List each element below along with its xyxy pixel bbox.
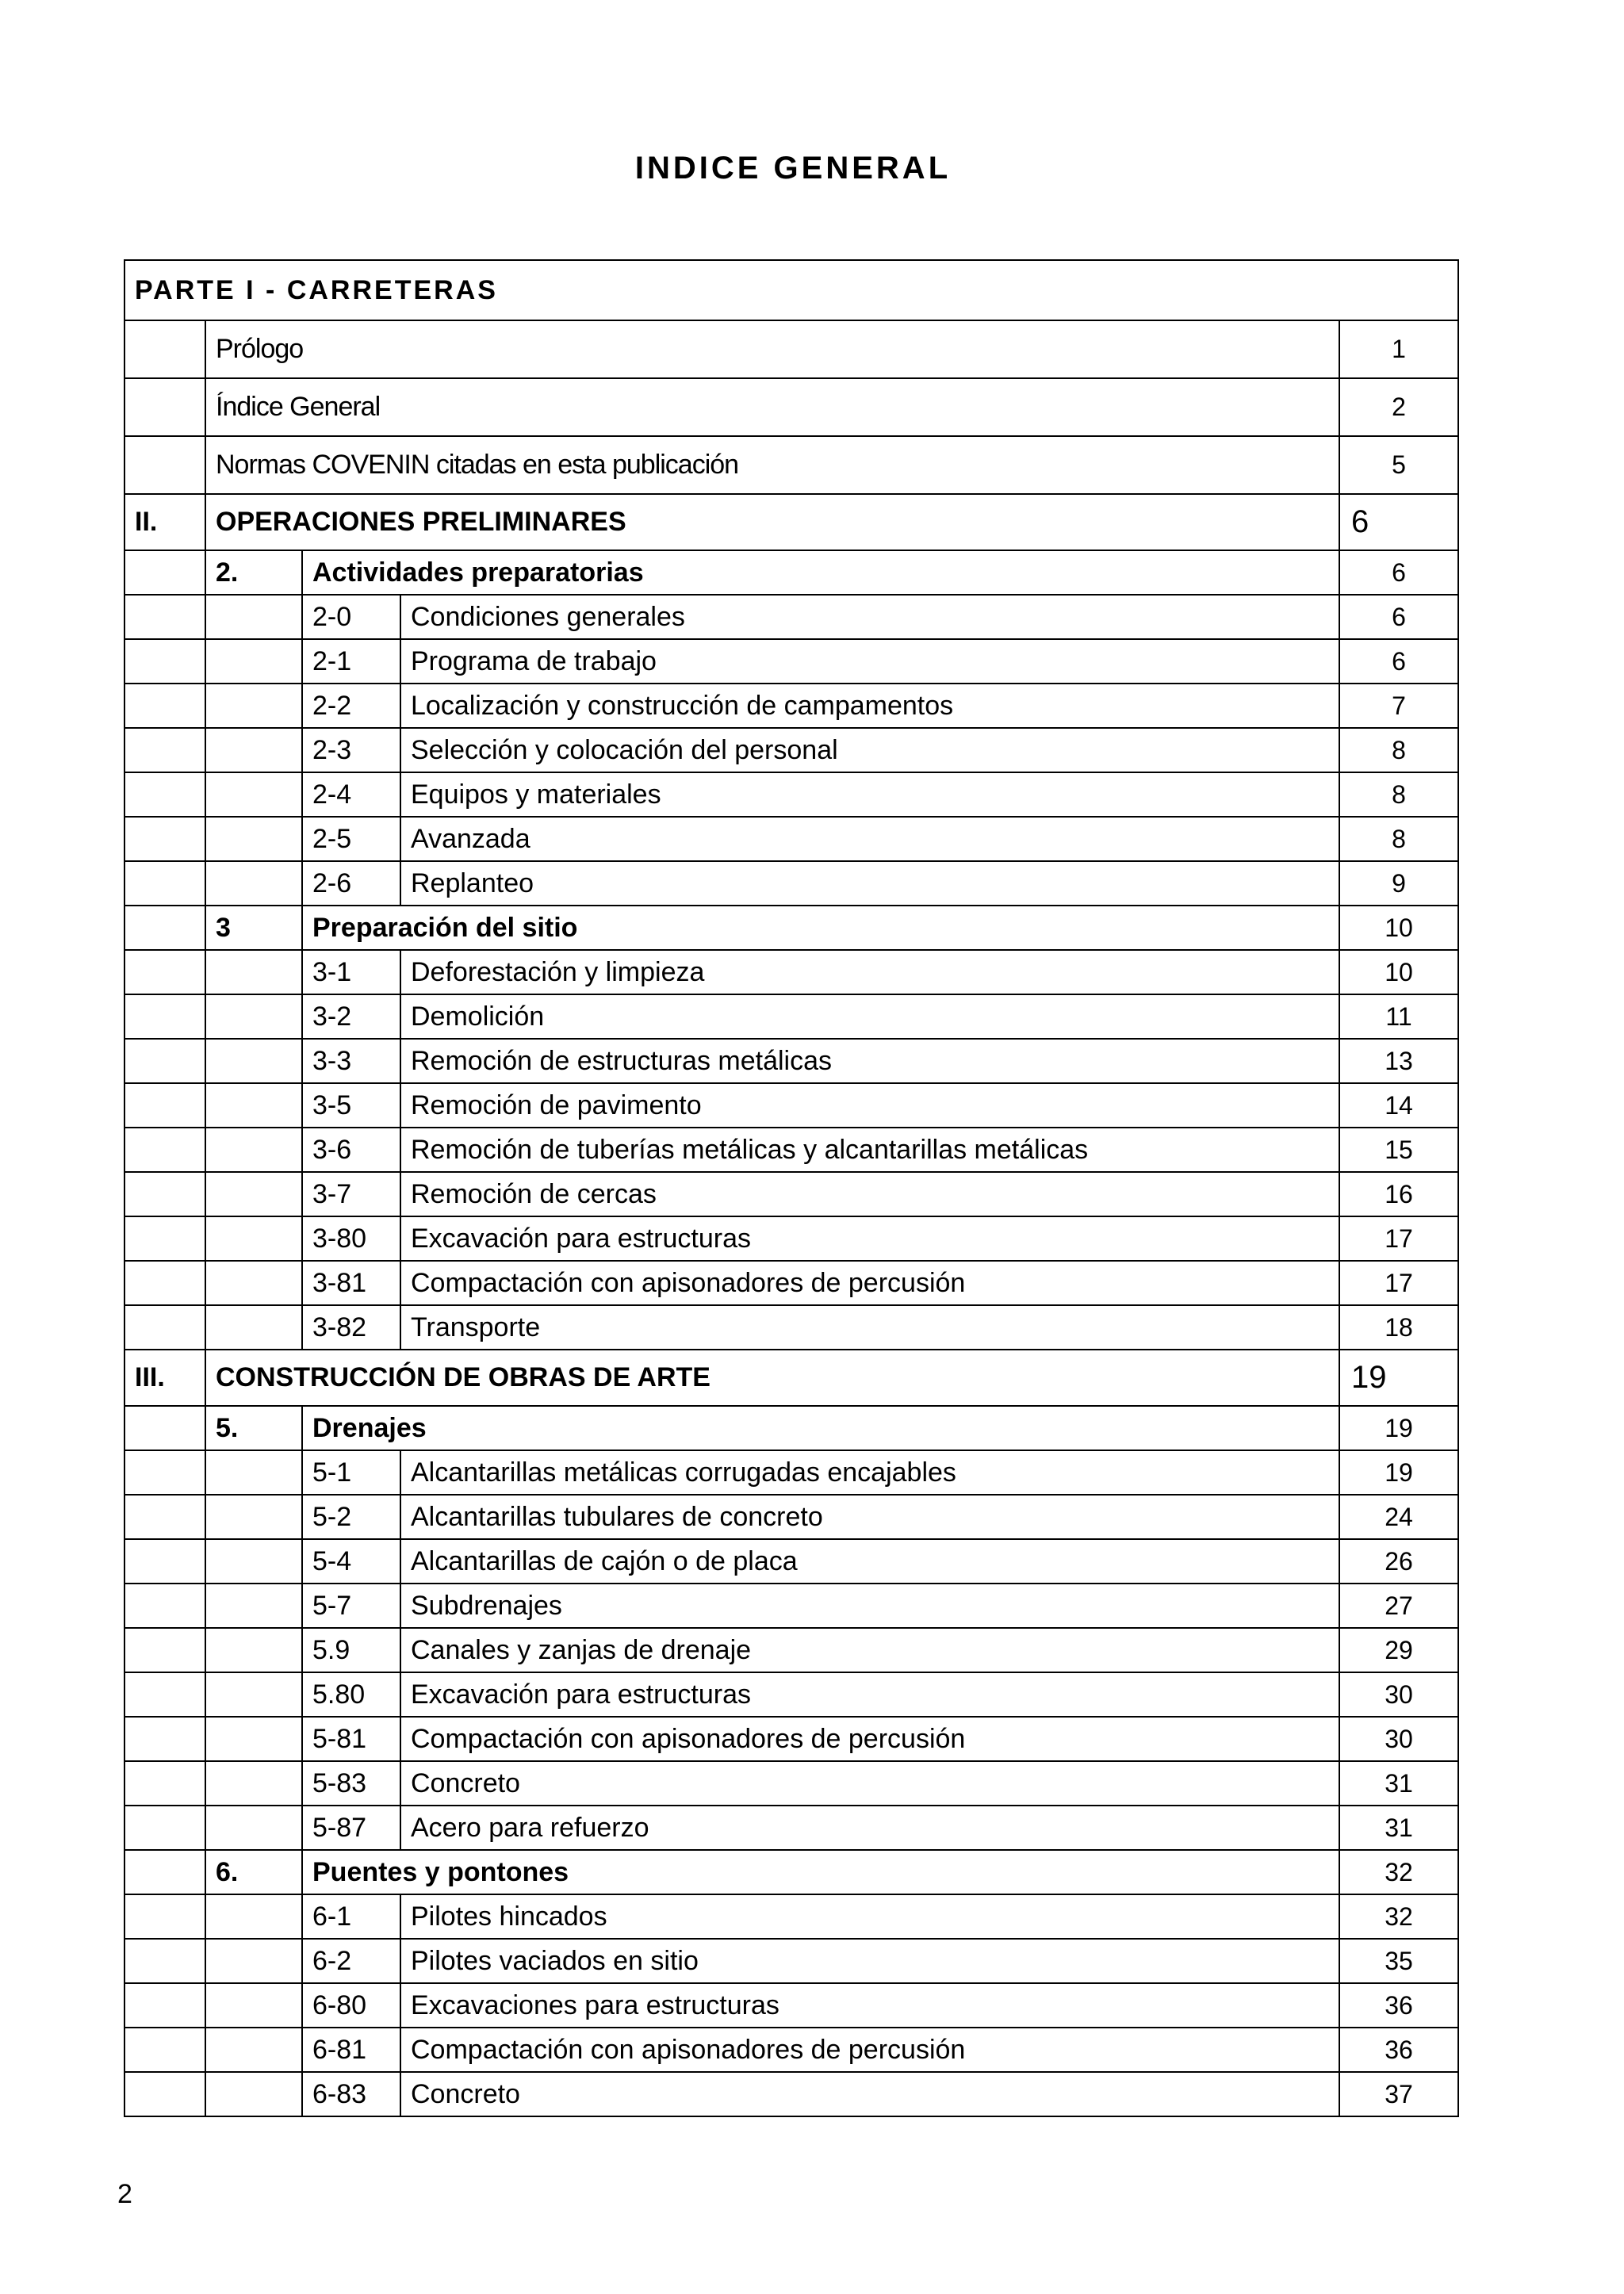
item-title: Remoción de pavimento: [400, 1083, 1339, 1128]
section-number: II.: [124, 494, 205, 550]
toc-item-row: [124, 1083, 1458, 1128]
toc-item-row: [124, 994, 1458, 1039]
toc-body: [124, 260, 1458, 2116]
empty-cell: [205, 1939, 302, 1983]
item-code: 5-2: [302, 1495, 400, 1539]
item-title: Remoción de tuberías metálicas y alcantarillas metálicas: [400, 1128, 1339, 1172]
section-page: 6: [1339, 494, 1458, 550]
item-page: 29: [1339, 1628, 1458, 1672]
empty-cell: [124, 1894, 205, 1939]
item-title: Alcantarillas tubulares de concreto: [400, 1495, 1339, 1539]
item-code: 2-4: [302, 772, 400, 817]
empty-cell: [205, 950, 302, 994]
empty-cell: [205, 1450, 302, 1495]
empty-cell: [205, 1216, 302, 1261]
toc-item-row: [124, 639, 1458, 684]
toc-item-row: [124, 1717, 1458, 1761]
item-code: 6-2: [302, 1939, 400, 1983]
toc-item-row: [124, 1672, 1458, 1717]
empty-cell: [205, 1672, 302, 1717]
page-number: 2: [117, 2179, 132, 2209]
item-title: Canales y zanjas de drenaje: [400, 1628, 1339, 1672]
item-page: 13: [1339, 1039, 1458, 1083]
toc-item-row: [124, 817, 1458, 861]
item-code: 6-83: [302, 2072, 400, 2116]
toc-chapter-row: [124, 1850, 1458, 1894]
empty-cell: [124, 994, 205, 1039]
empty-cell: [124, 378, 205, 436]
item-code: 2-2: [302, 684, 400, 728]
section-title: OPERACIONES PRELIMINARES: [205, 494, 1339, 550]
toc-item-row: [124, 1539, 1458, 1584]
toc-item-row: [124, 1039, 1458, 1083]
item-page: 8: [1339, 817, 1458, 861]
toc-item-row: [124, 684, 1458, 728]
item-code: 5-1: [302, 1450, 400, 1495]
item-page: 32: [1339, 1894, 1458, 1939]
item-page: 10: [1339, 950, 1458, 994]
item-title: Subdrenajes: [400, 1584, 1339, 1628]
empty-cell: [124, 1305, 205, 1350]
empty-cell: [205, 1894, 302, 1939]
empty-cell: [124, 1172, 205, 1216]
empty-cell: [205, 595, 302, 639]
empty-cell: [124, 436, 205, 494]
empty-cell: [124, 1584, 205, 1628]
empty-cell: [205, 1628, 302, 1672]
empty-cell: [205, 1983, 302, 2028]
item-page: 26: [1339, 1539, 1458, 1584]
empty-cell: [124, 1806, 205, 1850]
empty-cell: [205, 639, 302, 684]
empty-cell: [205, 2028, 302, 2072]
empty-cell: [205, 1172, 302, 1216]
item-page: 15: [1339, 1128, 1458, 1172]
toc-item-row: [124, 1983, 1458, 2028]
item-page: 6: [1339, 639, 1458, 684]
item-code: 3-2: [302, 994, 400, 1039]
toc-item-row: [124, 1806, 1458, 1850]
empty-cell: [124, 1539, 205, 1584]
item-page: 36: [1339, 2028, 1458, 2072]
empty-cell: [205, 728, 302, 772]
entry-title: Índice General: [205, 378, 1339, 436]
item-code: 2-5: [302, 817, 400, 861]
toc-intro-row: [124, 378, 1458, 436]
page-title: INDICE GENERAL: [634, 151, 952, 186]
empty-cell: [205, 1083, 302, 1128]
empty-cell: [124, 1495, 205, 1539]
empty-cell: [124, 1628, 205, 1672]
chapter-number: 5.: [205, 1406, 302, 1450]
empty-cell: [124, 1672, 205, 1717]
item-title: Compactación con apisonadores de percusión: [400, 1717, 1339, 1761]
empty-cell: [205, 1717, 302, 1761]
toc-item-row: [124, 728, 1458, 772]
item-title: Excavación para estructuras: [400, 1216, 1339, 1261]
empty-cell: [124, 1850, 205, 1894]
toc-item-row: [124, 2028, 1458, 2072]
toc-item-row: [124, 950, 1458, 994]
toc-item-row: [124, 861, 1458, 906]
empty-cell: [205, 861, 302, 906]
item-title: Concreto: [400, 2072, 1339, 2116]
item-title: Acero para refuerzo: [400, 1806, 1339, 1850]
empty-cell: [205, 1539, 302, 1584]
chapter-title: Puentes y pontones: [302, 1850, 1339, 1894]
item-code: 2-1: [302, 639, 400, 684]
empty-cell: [124, 861, 205, 906]
item-title: Replanteo: [400, 861, 1339, 906]
toc-item-row: [124, 1261, 1458, 1305]
empty-cell: [124, 2072, 205, 2116]
item-page: 7: [1339, 684, 1458, 728]
chapter-number: 3: [205, 906, 302, 950]
empty-cell: [205, 1039, 302, 1083]
empty-cell: [124, 1039, 205, 1083]
item-page: 17: [1339, 1216, 1458, 1261]
item-title: Excavaciones para estructuras: [400, 1983, 1339, 2028]
empty-cell: [205, 684, 302, 728]
item-title: Pilotes vaciados en sitio: [400, 1939, 1339, 1983]
empty-cell: [205, 772, 302, 817]
item-title: Compactación con apisonadores de percusión: [400, 1261, 1339, 1305]
empty-cell: [124, 1761, 205, 1806]
empty-cell: [205, 1495, 302, 1539]
item-title: Selección y colocación del personal: [400, 728, 1339, 772]
item-code: 6-81: [302, 2028, 400, 2072]
chapter-page: 32: [1339, 1850, 1458, 1894]
item-title: Compactación con apisonadores de percusión: [400, 2028, 1339, 2072]
toc-intro-row: [124, 320, 1458, 378]
item-code: 5.9: [302, 1628, 400, 1672]
item-page: 8: [1339, 772, 1458, 817]
empty-cell: [124, 1261, 205, 1305]
part-title: PARTE I - CARRETERAS: [124, 260, 1458, 320]
empty-cell: [205, 1761, 302, 1806]
empty-cell: [124, 550, 205, 595]
empty-cell: [205, 1584, 302, 1628]
toc-chapter-row: [124, 550, 1458, 595]
item-page: 31: [1339, 1761, 1458, 1806]
item-title: Alcantarillas de cajón o de placa: [400, 1539, 1339, 1584]
chapter-number: 2.: [205, 550, 302, 595]
item-title: Remoción de cercas: [400, 1172, 1339, 1216]
empty-cell: [124, 320, 205, 378]
entry-page: 5: [1339, 436, 1458, 494]
item-code: 5-7: [302, 1584, 400, 1628]
item-page: 24: [1339, 1495, 1458, 1539]
toc-section-row: [124, 1350, 1458, 1406]
toc-section-row: [124, 494, 1458, 550]
item-code: 3-6: [302, 1128, 400, 1172]
empty-cell: [124, 639, 205, 684]
item-title: Demolición: [400, 994, 1339, 1039]
empty-cell: [124, 1406, 205, 1450]
item-code: 3-3: [302, 1039, 400, 1083]
item-title: Excavación para estructuras: [400, 1672, 1339, 1717]
section-title: CONSTRUCCIÓN DE OBRAS DE ARTE: [205, 1350, 1339, 1406]
chapter-title: Preparación del sitio: [302, 906, 1339, 950]
item-title: Condiciones generales: [400, 595, 1339, 639]
item-page: 14: [1339, 1083, 1458, 1128]
empty-cell: [205, 817, 302, 861]
toc-item-row: [124, 1450, 1458, 1495]
item-code: 5-81: [302, 1717, 400, 1761]
toc-item-row: [124, 1761, 1458, 1806]
toc-item-row: [124, 1305, 1458, 1350]
item-page: 8: [1339, 728, 1458, 772]
empty-cell: [205, 1305, 302, 1350]
item-page: 27: [1339, 1584, 1458, 1628]
empty-cell: [124, 595, 205, 639]
empty-cell: [205, 1261, 302, 1305]
empty-cell: [124, 728, 205, 772]
item-page: 6: [1339, 595, 1458, 639]
item-code: 3-1: [302, 950, 400, 994]
item-title: Avanzada: [400, 817, 1339, 861]
toc-item-row: [124, 595, 1458, 639]
item-title: Transporte: [400, 1305, 1339, 1350]
item-page: 17: [1339, 1261, 1458, 1305]
entry-title: Prólogo: [205, 320, 1339, 378]
toc-item-row: [124, 1172, 1458, 1216]
section-number: III.: [124, 1350, 205, 1406]
toc-chapter-row: [124, 906, 1458, 950]
item-code: 3-5: [302, 1083, 400, 1128]
empty-cell: [124, 1128, 205, 1172]
item-page: 37: [1339, 2072, 1458, 2116]
empty-cell: [124, 950, 205, 994]
toc-intro-row: [124, 436, 1458, 494]
item-title: Equipos y materiales: [400, 772, 1339, 817]
empty-cell: [205, 1806, 302, 1850]
empty-cell: [124, 817, 205, 861]
entry-title: Normas COVENIN citadas en esta publicación: [205, 436, 1339, 494]
item-code: 3-81: [302, 1261, 400, 1305]
table-of-contents: [124, 259, 1459, 2117]
empty-cell: [124, 2028, 205, 2072]
item-page: 36: [1339, 1983, 1458, 2028]
item-code: 3-80: [302, 1216, 400, 1261]
section-page: 19: [1339, 1350, 1458, 1406]
item-title: Remoción de estructuras metálicas: [400, 1039, 1339, 1083]
item-title: Deforestación y limpieza: [400, 950, 1339, 994]
empty-cell: [205, 1128, 302, 1172]
empty-cell: [124, 1216, 205, 1261]
toc-item-row: [124, 1128, 1458, 1172]
item-title: Pilotes hincados: [400, 1894, 1339, 1939]
item-page: 30: [1339, 1717, 1458, 1761]
item-page: 11: [1339, 994, 1458, 1039]
toc-item-row: [124, 1894, 1458, 1939]
item-code: 3-82: [302, 1305, 400, 1350]
toc-chapter-row: [124, 1406, 1458, 1450]
item-page: 30: [1339, 1672, 1458, 1717]
empty-cell: [124, 1717, 205, 1761]
entry-page: 1: [1339, 320, 1458, 378]
chapter-title: Actividades preparatorias: [302, 550, 1339, 595]
empty-cell: [124, 1083, 205, 1128]
empty-cell: [205, 2072, 302, 2116]
item-page: 16: [1339, 1172, 1458, 1216]
empty-cell: [124, 1450, 205, 1495]
item-code: 2-0: [302, 595, 400, 639]
chapter-page: 10: [1339, 906, 1458, 950]
item-code: 3-7: [302, 1172, 400, 1216]
toc-item-row: [124, 772, 1458, 817]
item-title: Concreto: [400, 1761, 1339, 1806]
empty-cell: [205, 994, 302, 1039]
toc-item-row: [124, 1495, 1458, 1539]
toc-item-row: [124, 1939, 1458, 1983]
empty-cell: [124, 772, 205, 817]
chapter-page: 19: [1339, 1406, 1458, 1450]
item-page: 19: [1339, 1450, 1458, 1495]
empty-cell: [124, 906, 205, 950]
empty-cell: [124, 1983, 205, 2028]
toc-item-row: [124, 2072, 1458, 2116]
item-title: Localización y construcción de campamentos: [400, 684, 1339, 728]
item-page: 35: [1339, 1939, 1458, 1983]
toc-part-row: [124, 260, 1458, 320]
toc-item-row: [124, 1584, 1458, 1628]
item-title: Programa de trabajo: [400, 639, 1339, 684]
item-page: 9: [1339, 861, 1458, 906]
item-code: 5.80: [302, 1672, 400, 1717]
entry-page: 2: [1339, 378, 1458, 436]
item-code: 2-3: [302, 728, 400, 772]
empty-cell: [124, 1939, 205, 1983]
item-code: 5-87: [302, 1806, 400, 1850]
toc-item-row: [124, 1628, 1458, 1672]
chapter-page: 6: [1339, 550, 1458, 595]
item-title: Alcantarillas metálicas corrugadas encajables: [400, 1450, 1339, 1495]
item-code: 5-83: [302, 1761, 400, 1806]
empty-cell: [124, 684, 205, 728]
item-code: 6-80: [302, 1983, 400, 2028]
item-code: 5-4: [302, 1539, 400, 1584]
chapter-number: 6.: [205, 1850, 302, 1894]
chapter-title: Drenajes: [302, 1406, 1339, 1450]
item-page: 31: [1339, 1806, 1458, 1850]
item-code: 6-1: [302, 1894, 400, 1939]
item-page: 18: [1339, 1305, 1458, 1350]
toc-item-row: [124, 1216, 1458, 1261]
item-code: 2-6: [302, 861, 400, 906]
